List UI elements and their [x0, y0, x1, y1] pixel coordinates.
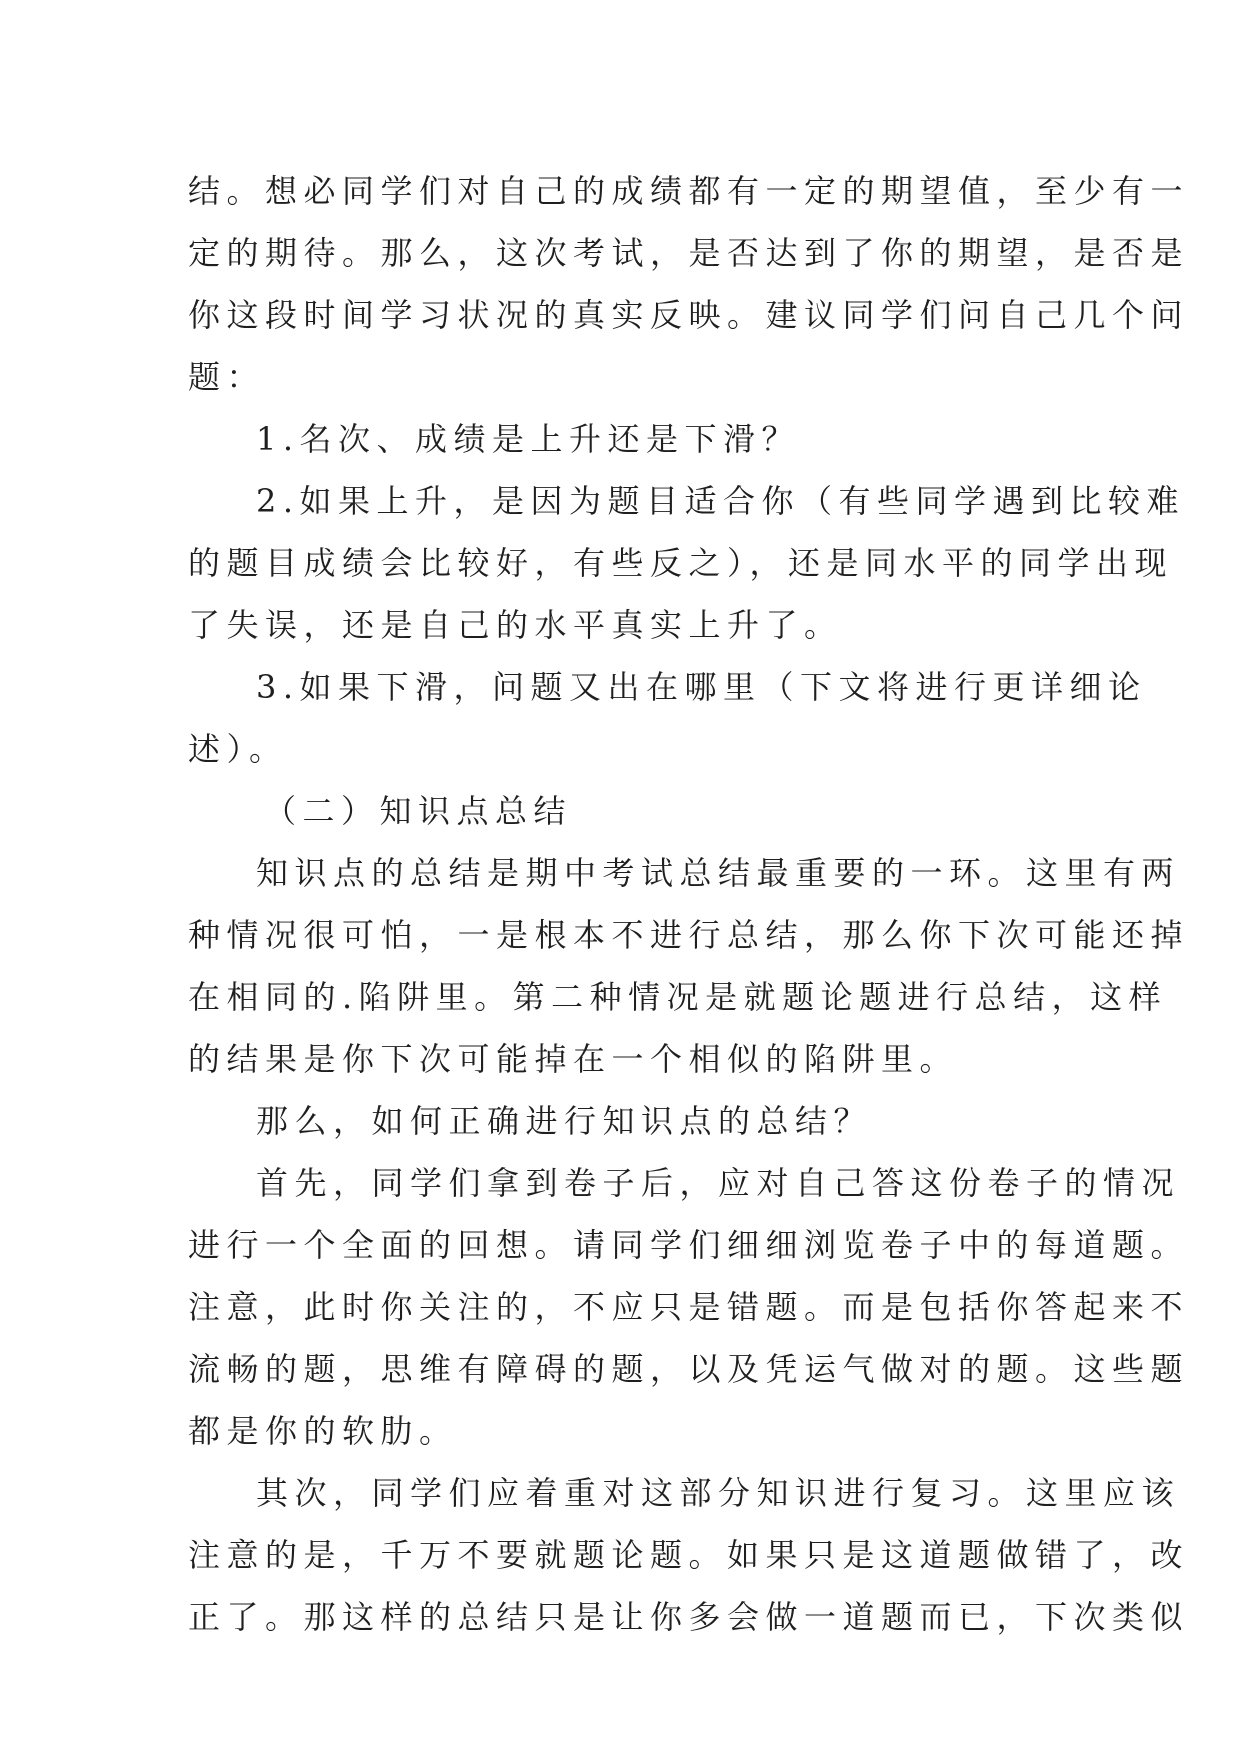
paragraph-start: 知识点的总结是期中考试总结最重要的一环。这里有两 [256, 854, 1181, 892]
text-line: 注意，此时你关注的，不应只是错题。而是包括你答起来不 [188, 1288, 1190, 1326]
text-line: 你这段时间学习状况的真实反映。建议同学们问自己几个问 [188, 296, 1190, 334]
text-line: 种情况很可怕，一是根本不进行总结，那么你下次可能还掉 [188, 916, 1190, 954]
list-item-2: 2.如果上升，是因为题目适合你（有些同学遇到比较难 [256, 482, 1186, 520]
text-line: 的结果是你下次可能掉在一个相似的陷阱里。 [188, 1040, 959, 1078]
text-line: 的题目成绩会比较好，有些反之），还是同水平的同学出现 [188, 544, 1174, 582]
list-item-1: 1.名次、成绩是上升还是下滑？ [256, 420, 801, 458]
section-heading: （二）知识点总结 [264, 792, 573, 830]
list-item-3: 3.如果下滑，问题又出在哪里（下文将进行更详细论 [256, 668, 1147, 706]
text-line: 都是你的软肋。 [188, 1412, 458, 1450]
text-line: 了失误，还是自己的水平真实上升了。 [188, 606, 843, 644]
text-line: 正了。那这样的总结只是让你多会做一道题而已，下次类似 [188, 1598, 1190, 1636]
text-line: 结。想必同学们对自己的成绩都有一定的期望值，至少有一 [188, 172, 1190, 210]
paragraph-start: 那么，如何正确进行知识点的总结？ [256, 1102, 873, 1140]
document-body [188, 160, 1190, 1648]
paragraph-start: 其次，同学们应着重对这部分知识进行复习。这里应该 [256, 1474, 1181, 1512]
text-line: 述）。 [188, 730, 288, 768]
paragraph-start: 首先，同学们拿到卷子后，应对自己答这份卷子的情况 [256, 1164, 1181, 1202]
text-line: 定的期待。那么，这次考试，是否达到了你的期望，是否是 [188, 234, 1190, 272]
text-line: 题： [188, 358, 266, 396]
text-line: 注意的是，千万不要就题论题。如果只是这道题做错了，改 [188, 1536, 1190, 1574]
text-line: 在相同的.陷阱里。第二种情况是就题论题进行总结，这样 [188, 978, 1168, 1016]
text-line: 进行一个全面的回想。请同学们细细浏览卷子中的每道题。 [188, 1226, 1190, 1264]
text-line: 流畅的题，思维有障碍的题，以及凭运气做对的题。这些题 [188, 1350, 1190, 1388]
